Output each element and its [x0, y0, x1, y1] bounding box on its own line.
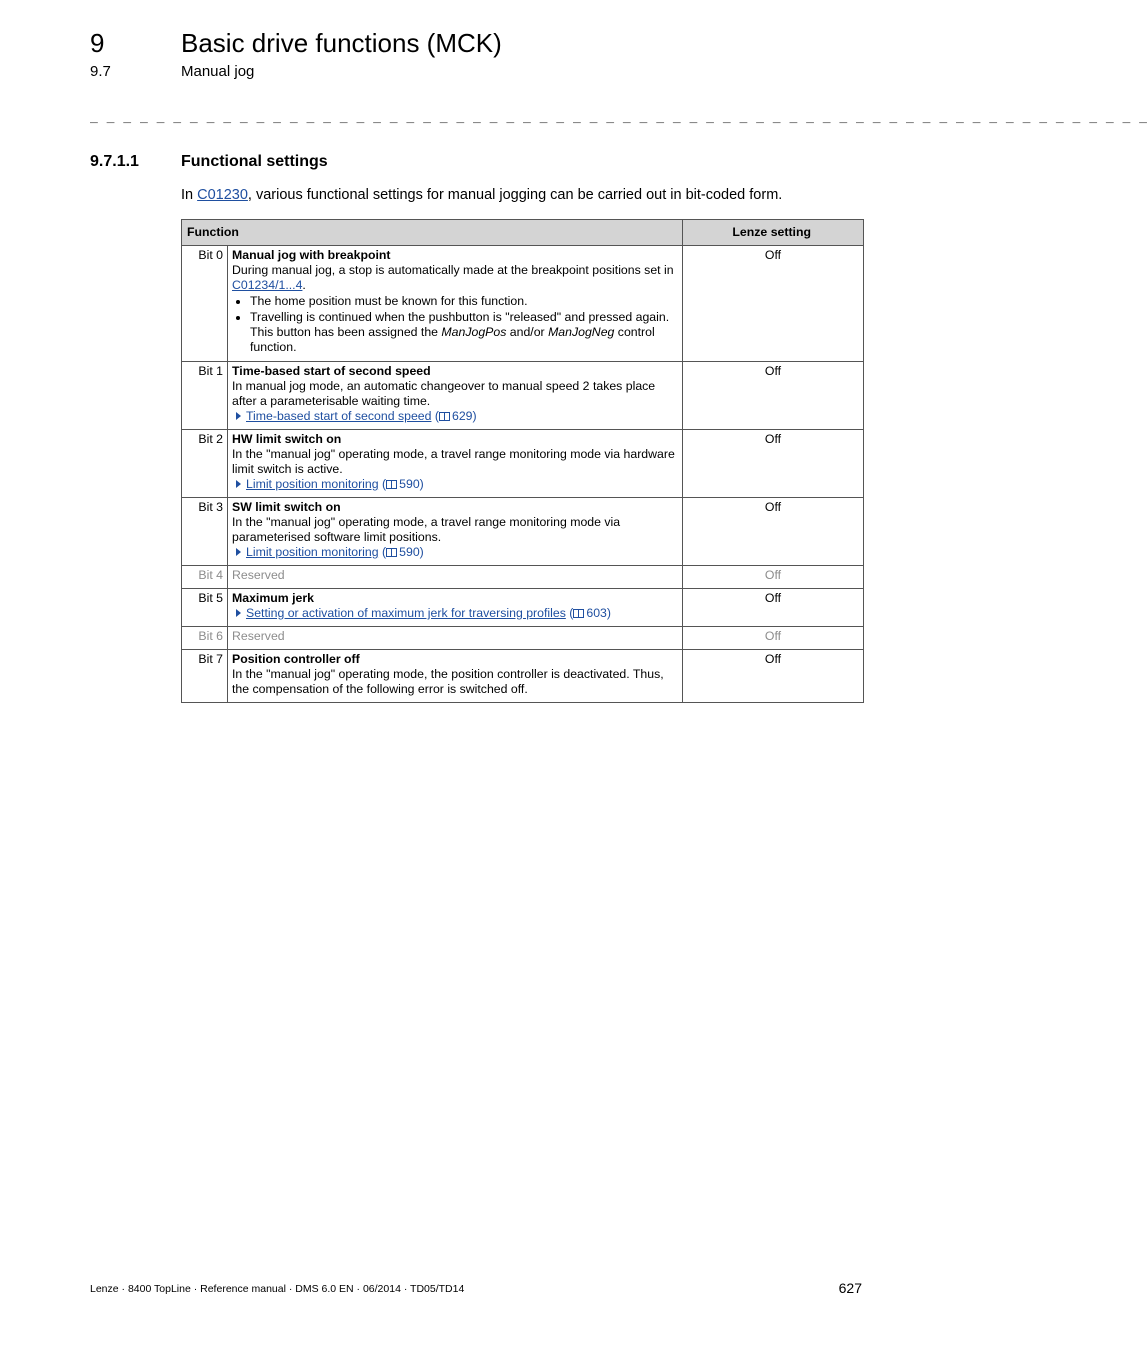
header-lenze-setting: Lenze setting — [683, 220, 864, 246]
function-cell — [228, 362, 683, 430]
function-description: In the "manual jog" operating mode, a travel range monitoring mode via parameterised software limit positions. — [232, 515, 621, 544]
table-row — [182, 498, 864, 566]
description-text: During manual jog, a stop is automatically made at the breakpoint positions set in — [232, 263, 674, 277]
cross-reference — [232, 409, 678, 424]
lenze-setting-value: Off — [683, 589, 864, 627]
c01234-link[interactable]: C01234/1...4 — [232, 278, 303, 292]
lenze-setting-value: Off — [683, 627, 864, 650]
section-number: 9.7 — [90, 63, 111, 80]
lenze-setting-value: Off — [683, 362, 864, 430]
function-cell — [228, 498, 683, 566]
lenze-setting-value: Off — [683, 430, 864, 498]
book-icon — [386, 480, 397, 489]
c01230-link[interactable]: C01230 — [197, 187, 248, 203]
bullet-text: and/or — [506, 325, 549, 339]
header-rule: _ _ _ _ _ _ _ _ _ _ _ _ _ _ _ _ _ _ _ _ _ _ _ _ _ _ _ _ _ _ _ _ _ _ _ _ _ _ _ _ _ _ _ _ _ _ _ _ _ _ _ _ _ _ _ _ _ _ _ _ _ _ _ _ — [90, 109, 1148, 124]
manjogneg-term: ManJogNeg — [548, 325, 615, 339]
bit-label: Bit 1 — [182, 362, 228, 430]
subsection-title: Functional settings — [181, 153, 328, 170]
section-title: Manual jog — [181, 63, 255, 80]
intro-suffix: , various functional settings for manual jogging can be carried out in bit-coded form. — [247, 187, 783, 203]
function-description: In the "manual jog" operating mode, the position controller is deactivated. Thus, the compensation of the following error is switched off. — [232, 667, 664, 696]
table-row — [182, 650, 864, 703]
bit-label: Bit 5 — [182, 589, 228, 627]
bit-label: Bit 7 — [182, 650, 228, 703]
cross-reference — [232, 545, 678, 560]
page-reference[interactable]: ( 590) — [382, 545, 424, 559]
page-reference[interactable]: ( 629) — [434, 409, 477, 423]
triangle-right-icon — [236, 480, 241, 488]
reference-link[interactable]: Setting or activation of maximum jerk for traversing profiles — [246, 606, 566, 620]
function-description — [232, 263, 678, 293]
bullet-list — [232, 294, 678, 355]
bit-label: Bit 3 — [182, 498, 228, 566]
table-row-reserved — [182, 627, 864, 650]
page-number: 590 — [399, 477, 420, 491]
book-icon — [439, 412, 450, 421]
triangle-right-icon — [236, 609, 241, 617]
intro-paragraph — [181, 187, 782, 203]
table-row — [182, 362, 864, 430]
chapter-title: Basic drive functions (MCK) — [181, 28, 502, 58]
bullet-item: • The home position must be known for this function. — [250, 294, 678, 309]
page-reference[interactable]: ( 590) — [382, 477, 424, 491]
function-description: In manual jog mode, an automatic changeover to manual speed 2 takes place after a parameterisable waiting time. — [232, 379, 656, 408]
intro-prefix: In — [181, 187, 198, 203]
book-icon — [386, 548, 397, 557]
reference-link[interactable]: Limit position monitoring — [246, 477, 379, 491]
function-name: Position controller off — [232, 652, 360, 666]
function-cell — [228, 589, 683, 627]
function-name: HW limit switch on — [232, 432, 342, 446]
bit-label: Bit 0 — [182, 246, 228, 362]
function-cell — [228, 650, 683, 703]
table-header-row — [182, 220, 864, 246]
function-name: Reserved — [228, 627, 683, 650]
lenze-setting-value: Off — [683, 498, 864, 566]
lenze-setting-value: Off — [683, 650, 864, 703]
table-row — [182, 430, 864, 498]
page-number: 590 — [399, 545, 420, 559]
table-row — [182, 246, 864, 362]
reference-link[interactable]: Limit position monitoring — [246, 545, 379, 559]
bullet-text: control function. — [250, 325, 655, 354]
bullet-text: Travelling is continued when the pushbutton is "released" and pressed again. This button has been assigned the — [250, 310, 670, 339]
footer-text: Lenze · 8400 TopLine · Reference manual · DMS 6.0 EN · 06/2014 · TD05/TD14 — [90, 1283, 465, 1295]
chapter-number: 9 — [90, 28, 105, 58]
bit-label: Bit 2 — [182, 430, 228, 498]
manjogpos-term: ManJogPos — [441, 325, 507, 339]
functional-settings-table — [181, 219, 864, 703]
lenze-setting-value: Off — [683, 566, 864, 589]
cross-reference — [232, 606, 678, 621]
function-cell — [228, 246, 683, 362]
page-number: 603 — [586, 606, 607, 620]
table-row-reserved — [182, 566, 864, 589]
subsection-number: 9.7.1.1 — [90, 153, 139, 170]
cross-reference — [232, 477, 678, 492]
description-text-end: . — [302, 278, 306, 292]
page-number: 629 — [452, 409, 473, 423]
table-row — [182, 589, 864, 627]
triangle-right-icon — [236, 548, 241, 556]
bit-label: Bit 4 — [182, 566, 228, 589]
function-name: Manual jog with breakpoint — [232, 248, 391, 262]
function-description: In the "manual jog" operating mode, a travel range monitoring mode via hardware limit switch is active. — [232, 447, 675, 476]
function-name: Maximum jerk — [232, 591, 315, 605]
triangle-right-icon — [236, 412, 241, 420]
bullet-item — [250, 310, 678, 355]
header-function: Function — [182, 220, 683, 246]
reference-link[interactable]: Time-based start of second speed — [246, 409, 432, 423]
page-reference[interactable]: ( 603) — [569, 606, 612, 620]
bit-label: Bit 6 — [182, 627, 228, 650]
function-name: Time-based start of second speed — [232, 364, 431, 378]
function-name: Reserved — [228, 566, 683, 589]
function-name: SW limit switch on — [232, 500, 341, 514]
page-number: 627 — [838, 1280, 862, 1296]
function-cell — [228, 430, 683, 498]
lenze-setting-value: Off — [683, 246, 864, 362]
book-icon — [573, 609, 584, 618]
